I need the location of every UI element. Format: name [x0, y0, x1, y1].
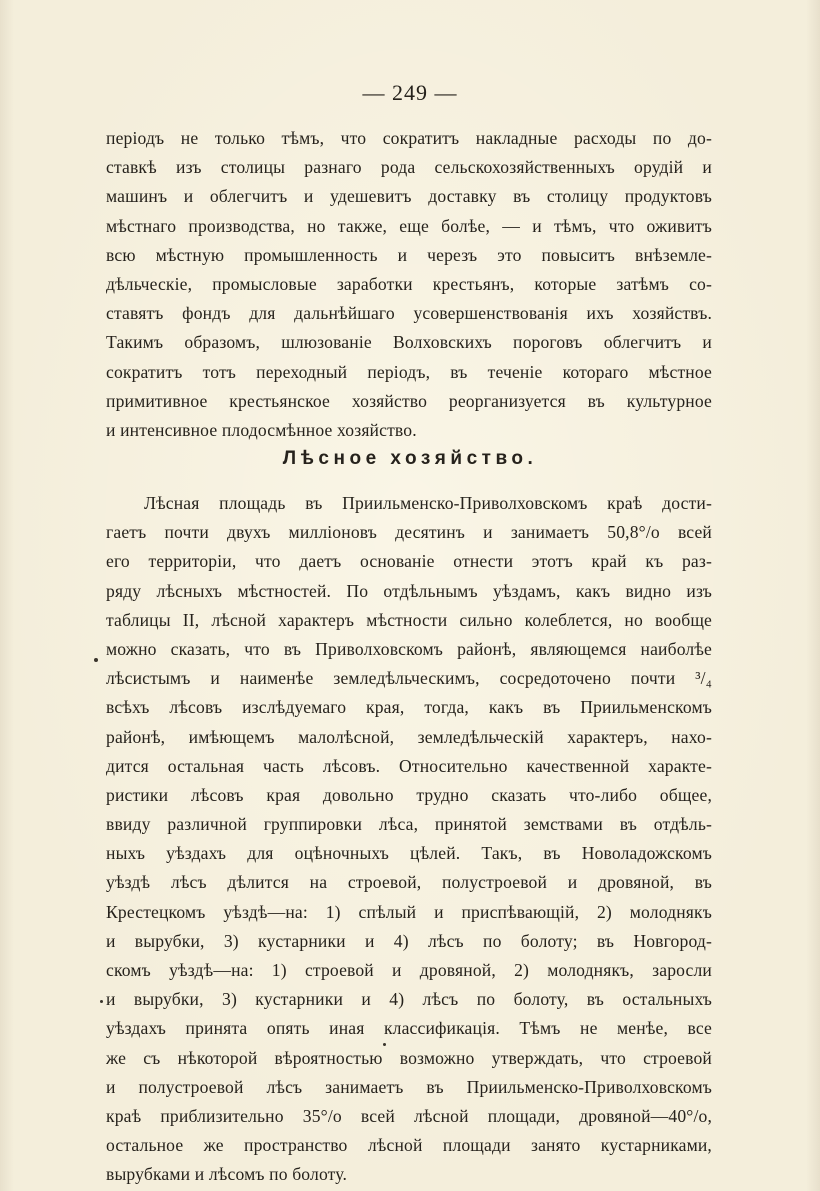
text-line: періодъ не только тѣмъ, что сократитъ накладные расходы по до-	[106, 128, 712, 148]
text-line: ныхъ уѣздахъ для оцѣночныхъ цѣлей. Такъ, въ Новоладожскомъ	[106, 843, 712, 864]
text-line: всю мѣстную промышленность и черезъ это повыситъ внѣземле-	[106, 244, 712, 265]
text-line: ряду лѣсныхъ мѣстностей. По отдѣльнымъ уѣздамъ, какъ видно изъ	[106, 580, 712, 601]
text-line: гаетъ почти двухъ милліоновъ десятинъ и занимаетъ 50,8°/о всей	[106, 522, 712, 543]
text-line: таблицы II, лѣсной характеръ мѣстности сильно колеблется, но вообще	[106, 609, 712, 630]
text-line: и вырубки, 3) кустарники и 4) лѣсъ по болоту; въ Новгород-	[106, 930, 712, 951]
text-line: уѣздѣ лѣсъ дѣлится на строевой, полустроевой и дровяной, въ	[106, 872, 712, 893]
text-line: машинъ и облегчитъ и удешевитъ доставку въ столицу продуктовъ	[106, 186, 712, 207]
text-line: мѣстнаго производства, но также, еще болѣе, — и тѣмъ, что оживитъ	[106, 215, 712, 236]
text-line: краѣ приблизительно 35°/о всей лѣсной площади, дровяной—40°/о,	[106, 1105, 712, 1126]
text-line: ристики лѣсовъ края довольно трудно сказать что-либо общее,	[106, 784, 712, 805]
text-line: примитивное крестьянское хозяйство реорганизуется въ культурное	[106, 390, 712, 411]
text-line: сократитъ тотъ переходный періодъ, въ теченіе котораго мѣстное	[106, 361, 712, 382]
text-line: дится остальная часть лѣсовъ. Относительно качественной характе-	[106, 755, 712, 776]
text-line: и интенсивное плодосмѣнное хозяйство.	[106, 419, 417, 440]
text-line: Крестецкомъ уѣздѣ—на: 1) спѣлый и приспѣвающій, 2) молоднякъ	[106, 901, 712, 922]
margin-speck	[94, 658, 98, 662]
text-line: дѣльческіе, промысловые заработки крестьянъ, которые затѣмъ со-	[106, 273, 712, 294]
text-line: ставкѣ изъ столицы разнаго рода сельскохозяйственныхъ орудій и	[106, 157, 712, 178]
page-number: — 249 —	[362, 80, 458, 105]
text-line: Такимъ образомъ, шлюзованіе Волховскихъ пороговъ облегчитъ и	[106, 332, 712, 353]
text-line: Лѣсная площадь въ Приильменско-Приволховскомъ краѣ дости-	[144, 493, 712, 513]
text-line: ввиду различной группировки лѣса, принятой земствами въ отдѣль-	[106, 814, 712, 835]
paragraph-forestry	[106, 489, 712, 1190]
text-line: ставятъ фондъ для дальнѣйшаго усовершенствованія ихъ хозяйствъ.	[106, 303, 712, 324]
text-line: остальное же пространство лѣсной площади занято кустарниками,	[106, 1135, 712, 1156]
text-line: можно сказать, что въ Приволховскомъ районѣ, являющемся наиболѣе	[106, 638, 712, 659]
text-line: всѣхъ лѣсовъ изслѣдуемаго края, тогда, какъ въ Приильменскомъ	[106, 697, 712, 718]
margin-speck	[100, 1000, 103, 1003]
section-heading: Лѣсное хозяйство.	[282, 448, 538, 469]
text-line: вырубками и лѣсомъ по болоту.	[106, 1164, 348, 1185]
text-line: его территоріи, что даетъ основаніе отнести этотъ край къ раз-	[106, 551, 712, 572]
text-line: уѣздахъ принята опять иная классификація. Тѣмъ не менѣе, все	[106, 1018, 712, 1039]
paragraph-continuation	[106, 124, 712, 445]
text-line: и вырубки, 3) кустарники и 4) лѣсъ по болоту, въ остальныхъ	[106, 989, 712, 1010]
text-line: и полустроевой лѣсъ занимаетъ въ Приильменско-Приволховскомъ	[106, 1076, 712, 1097]
text-line: скомъ уѣздѣ—на: 1) строевой и дровяной, 2) молоднякъ, заросли	[106, 960, 712, 980]
text-line: районѣ, имѣющемъ малолѣсной, земледѣльческій характеръ, нахо-	[106, 726, 712, 747]
margin-speck	[383, 1043, 386, 1046]
text-line: лѣсистымъ и наименѣе земледѣльческимъ, сосредоточено почти ³/₄	[106, 668, 712, 689]
text-line: же съ нѣкоторой вѣроятностью возможно утверждать, что строевой	[106, 1047, 712, 1068]
